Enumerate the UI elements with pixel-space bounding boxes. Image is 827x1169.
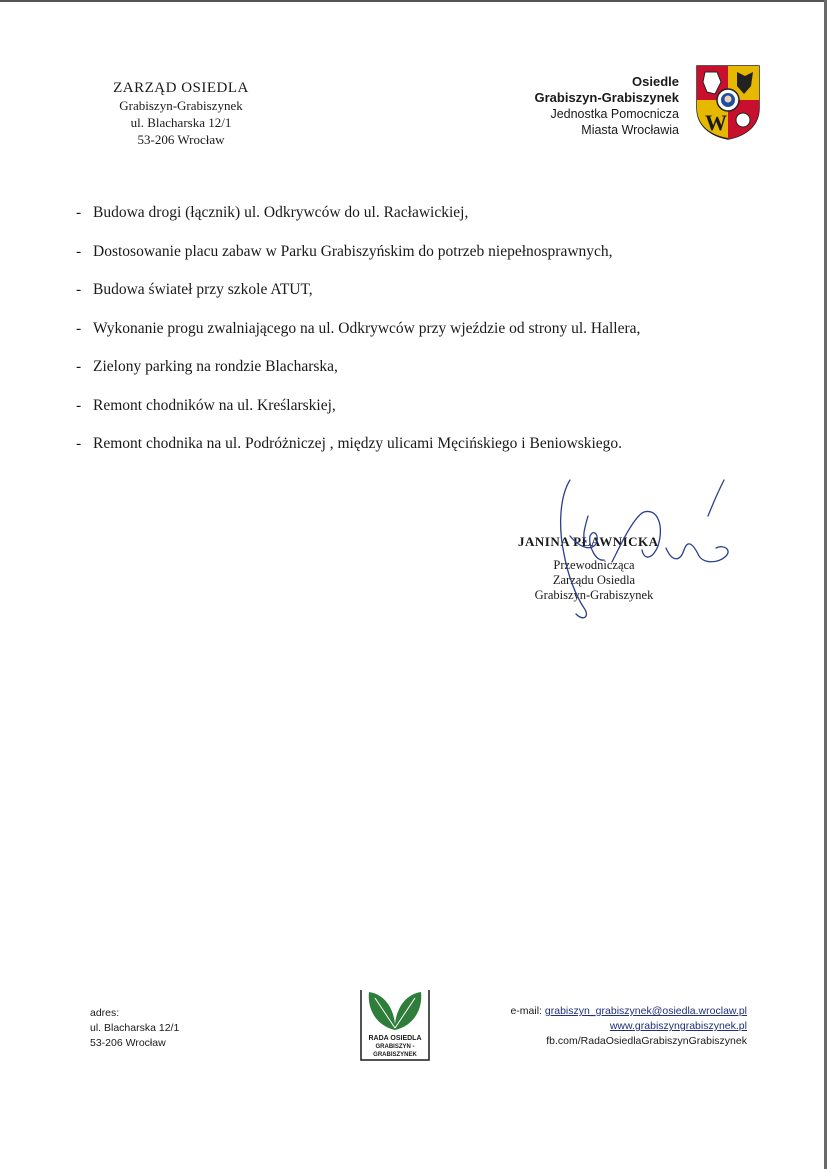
signatory-role-line: Zarządu Osiedla	[552, 573, 636, 587]
footer-email-link[interactable]: grabiszyn_grabiszynek@osiedla.wroclaw.pl	[544, 1005, 747, 1017]
footer-facebook: fb.com/RadaOsiedlaGrabiszynGrabiszynek	[546, 1035, 747, 1047]
header-city: Miasta Wrocławia	[581, 123, 679, 137]
logo-text-line: RADA OSIEDLA	[368, 1035, 422, 1042]
header-title: Osiedle	[632, 74, 679, 89]
list-item	[76, 320, 640, 359]
signatory-name: JANINA PŁAWNICKA	[518, 534, 659, 549]
list-item	[76, 204, 640, 243]
list-item-text: Wykonanie progu zwalniającego na ul. Odkrywców przy wjeździe od strony ul. Hallera,	[93, 319, 641, 337]
footer-email-row	[510, 1004, 747, 1019]
footer-address-street: ul. Blacharska 12/1	[90, 1022, 180, 1034]
org-name: ZARZĄD OSIEDLA	[113, 80, 249, 96]
list-item-text: Dostosowanie placu zabaw w Parku Grabiszyńskim do potrzeb niepełnosprawnych,	[93, 242, 613, 260]
list-item	[76, 435, 640, 474]
list-marker: -	[76, 281, 82, 298]
list-item-text: Remont chodnika na ul. Podróżniczej , między ulicami Męcińskiego i Beniowskiego.	[93, 435, 623, 452]
list-item-text: Budowa świateł przy szkole ATUT,	[93, 281, 313, 298]
list-item-text: Budowa drogi (łącznik) ul. Odkrywców do ul. Racławickiej,	[93, 204, 469, 221]
org-street: ul. Blacharska 12/1	[130, 115, 232, 130]
footer-address-label: adres:	[90, 1007, 120, 1019]
list-item	[76, 281, 640, 320]
header-right-block	[535, 74, 680, 138]
footer-website-link[interactable]: www.grabiszyngrabiszynek.pl	[609, 1020, 747, 1032]
footer-contact	[510, 1004, 747, 1049]
signatory-role-line: Przewodnicząca	[553, 558, 635, 572]
list-item	[76, 397, 640, 436]
header-unit: Jednostka Pomocnicza	[550, 107, 679, 121]
list-item	[76, 358, 640, 397]
logo-text-line: GRABISZYNEK	[373, 1052, 417, 1058]
footer-address-city: 53-206 Wrocław	[90, 1037, 166, 1049]
footer-address	[90, 1006, 179, 1051]
investment-list	[76, 204, 640, 474]
header-left-block	[96, 80, 266, 148]
scan-edge-top	[0, 0, 827, 2]
list-marker: -	[76, 435, 82, 452]
list-marker: -	[76, 358, 82, 375]
rada-osiedla-logo-icon	[357, 986, 433, 1062]
list-item-text: Remont chodników na ul. Kreślarskiej,	[93, 396, 336, 414]
logo-text-line: GRABISZYN -	[375, 1044, 415, 1050]
list-item-text: Zielony parking na rondzie Blacharska,	[93, 358, 338, 375]
crest-letter: W	[705, 110, 727, 135]
list-marker: -	[76, 396, 82, 414]
list-item	[76, 243, 640, 282]
handwritten-signature-icon	[548, 476, 738, 626]
header-district: Grabiszyn-Grabiszynek	[534, 90, 679, 105]
signatory-role-line: Grabiszyn-Grabiszynek	[534, 588, 654, 602]
org-city: 53-206 Wrocław	[137, 132, 225, 147]
list-marker: -	[76, 319, 82, 337]
org-district: Grabiszyn-Grabiszynek	[119, 98, 243, 113]
footer-email-label: e-mail:	[510, 1005, 542, 1017]
wroclaw-coat-of-arms-icon	[695, 64, 761, 140]
list-marker: -	[76, 204, 82, 221]
list-marker: -	[76, 242, 82, 260]
